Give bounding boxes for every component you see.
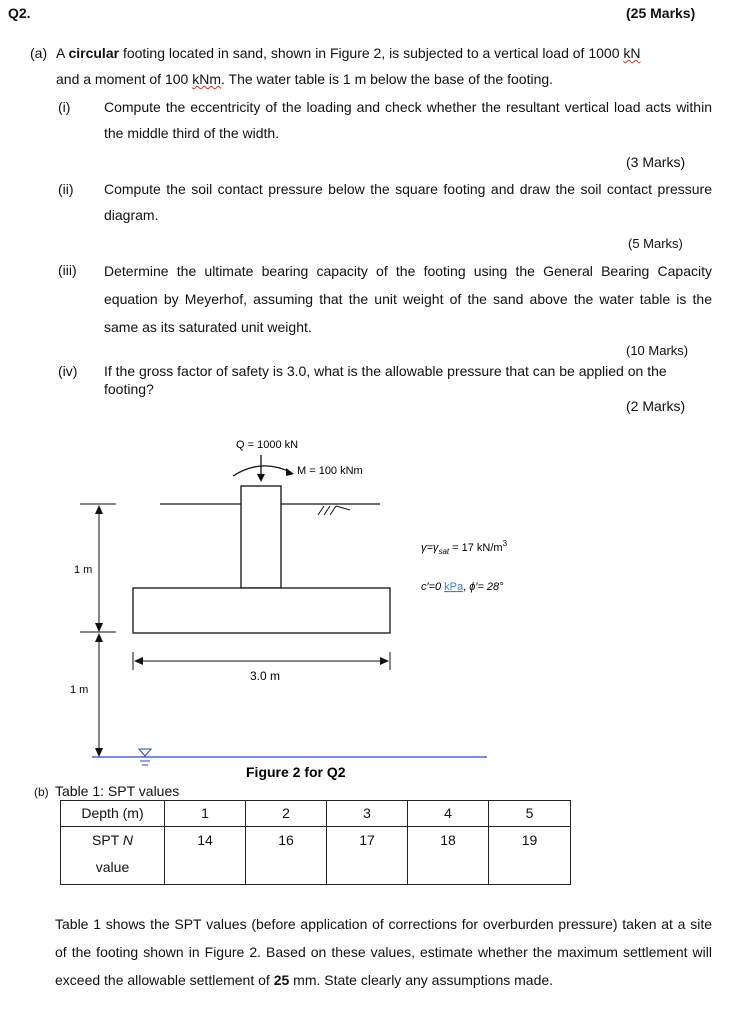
depth-1-label: 1 m <box>74 564 93 576</box>
width-arrow-right <box>380 657 389 665</box>
dim-arrow-2-bottom <box>95 748 103 757</box>
item-iv-num: (iv) <box>58 363 78 379</box>
intro-text-3: and a moment of 100 <box>56 71 193 87</box>
question-number: Q2. <box>8 5 31 21</box>
item-iii-marks: (10 Marks) <box>626 343 689 358</box>
load-q-label: Q = 1000 kN <box>236 439 299 451</box>
gamma-label: $\gamma=\gamma_{sat} = 17$ $kN/m^3$ <box>421 539 508 556</box>
dim-arrow-1-top <box>95 505 103 514</box>
column <box>241 486 281 588</box>
dim-arrow-2-top <box>95 633 103 642</box>
intro-kn: kN <box>623 45 641 61</box>
intro-bold: circular <box>68 45 120 61</box>
spt-value-cell: 16 <box>246 827 327 885</box>
moment-arrow-head <box>286 468 294 476</box>
item-ii-marks: (5 Marks) <box>628 236 683 251</box>
part-a-intro <box>56 40 716 92</box>
depth-cell: 3 <box>327 801 408 827</box>
spt-value-cell: 18 <box>408 827 489 885</box>
spt-value-cell: 14 <box>165 827 246 885</box>
part-b-paragraph: Table 1 shows the SPT values (before application of corrections for overburden pressure) taken at a site of the footing shown in Figure 2. Based on these values, estimate whether the maximum settlement will exceed the allowable settlement of 25 mm. State clearly any assumptions made. <box>55 916 712 988</box>
water-table-icon <box>139 749 151 756</box>
width-label: 3.0 m <box>250 669 281 683</box>
spt-table <box>60 800 571 885</box>
intro-text-2: footing located in sand, shown in Figure 2, is subjected to a vertical load of 1000 <box>119 45 624 61</box>
width-arrow-left <box>134 657 143 665</box>
table-title: Table 1: SPT values <box>55 783 180 799</box>
footing-figure <box>0 430 756 790</box>
depth-cell: 1 <box>165 801 246 827</box>
item-ii-text: Compute the soil contact pressure below the square footing and draw the soil contact pressure diagram. <box>104 181 712 223</box>
depth-cell: 5 <box>489 801 571 827</box>
depth-cell: 2 <box>246 801 327 827</box>
depth-header-cell: Depth (m) <box>61 801 165 827</box>
item-ii-num: (ii) <box>58 181 74 197</box>
item-iii-num: (iii) <box>58 262 77 278</box>
depth-cell: 4 <box>408 801 489 827</box>
intro-text-1: A <box>56 45 69 61</box>
item-i-text: Compute the eccentricity of the loading and check whether the resultant vertical load acts within the middle third of the width. <box>104 99 712 141</box>
total-marks: (25 Marks) <box>626 5 696 21</box>
intro-knm: kNm <box>192 71 221 87</box>
item-iv-text: If the gross factor of safety is 3.0, what is the allowable pressure that can be applied on the footing? <box>104 363 667 397</box>
soil-strength-label: c′=0 kPa, ϕ′= 28° <box>421 581 504 593</box>
table-row <box>61 801 571 827</box>
table-row <box>61 827 571 885</box>
part-b-label: (b) <box>34 785 49 799</box>
load-arrow-head <box>257 474 265 482</box>
ground-hatch <box>318 506 350 515</box>
depth-2-label: 1 m <box>70 684 89 696</box>
spt-value-cell: 17 <box>327 827 408 885</box>
spt-header-cell: SPT N value <box>61 827 165 885</box>
figure-caption: Figure 2 for Q2 <box>246 764 346 780</box>
part-a-label: (a) <box>30 45 48 61</box>
item-i-num: (i) <box>58 99 71 115</box>
intro-text-4: . The water table is 1 m below the base of the footing. <box>220 71 554 87</box>
spt-value-cell: 19 <box>489 827 571 885</box>
moment-m-label: M = 100 kNm <box>297 465 363 477</box>
footing-slab <box>133 588 390 633</box>
dim-arrow-1-bottom <box>95 623 103 632</box>
item-iii-text: Determine the ultimate bearing capacity of the footing using the General Bearing Capacity equation by Meyerhof, assuming that the unit weight of the sand above the water table is the same as its saturated unit weight. <box>104 263 712 335</box>
item-i-marks: (3 Marks) <box>626 154 686 170</box>
item-iv-marks: (2 Marks) <box>626 398 686 414</box>
